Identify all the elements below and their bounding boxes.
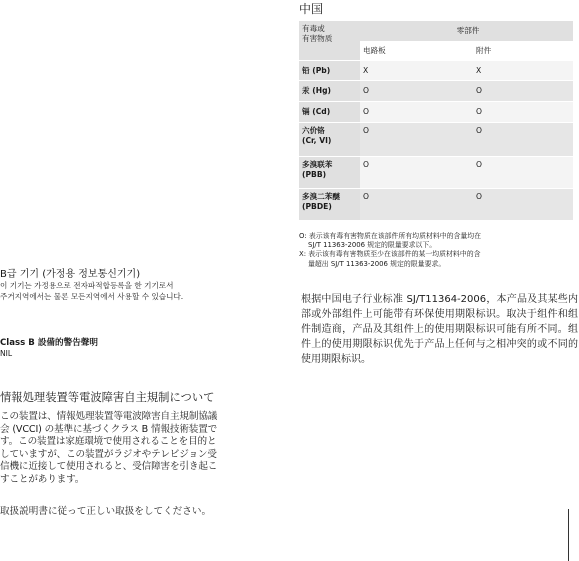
substance-name: 汞 (Hg)	[299, 80, 360, 101]
substance-name: 铅 (Pb)	[299, 60, 360, 80]
rohs-table	[299, 21, 573, 221]
korea-class-b-title: B급 기기 (가정용 정보통신기기)	[0, 269, 141, 280]
table-cell: O	[473, 101, 573, 122]
vcci-line: 信機に近接して使用されると、受信障害を引き起こ	[0, 461, 218, 473]
column-header-accessories: 附件	[473, 41, 573, 60]
legend-x: X: 表示该有毒有害物质至少在该部件的某一均质材料中的含 量超出 SJ/T 11363-2006 规定的限量要求。	[299, 250, 481, 268]
table-cell: O	[473, 156, 573, 188]
vcci-line: この装置は、情報処理装置等電波障害自主規制協議	[0, 411, 218, 422]
vcci-body	[0, 411, 270, 487]
table-cell: O	[360, 188, 473, 220]
table-cell: O	[360, 122, 473, 156]
table-cell: X	[473, 60, 573, 80]
table-cell: O	[360, 80, 473, 101]
substance-column-header	[299, 21, 360, 60]
vcci-line: していますが、この装置がラジオやテレビジョン受	[0, 448, 217, 460]
table-row	[299, 60, 573, 80]
parts-group-header: 零部件	[360, 21, 573, 41]
vcci-title: 情報処理装置等電波障害自主規制について	[0, 391, 215, 404]
taiwan-class-b-body: NIL	[0, 349, 13, 358]
table-row	[299, 156, 573, 188]
table-cell: O	[473, 188, 573, 220]
legend-o: O: 表示该有毒有害物质在该部件所有均质材料中的含量均在 SJ/T 11363-2006 规定的限量要求以下。	[299, 232, 482, 250]
china-efup-paragraph: 根据中国电子行业标准 SJ/T11364-2006，本产品及其某些内部或外部组件上可能带有环保使用期限标识。取决于组件和组件制造商，产品及其组件上的使用期限标识可能有所不同。组件上的使用期限标识优先于产品上任何与之相冲突的或不同的使用期限标识。	[301, 294, 578, 365]
table-cell: O	[360, 156, 473, 188]
table-row	[299, 80, 573, 101]
substance-header-line: 有害物质	[302, 34, 333, 43]
table-cell: O	[360, 101, 473, 122]
table-cell: O	[473, 80, 573, 101]
substance-name: 多溴二苯醚 (PBDE)	[299, 188, 360, 220]
china-title: 中国	[299, 2, 324, 16]
korea-class-b-body	[0, 281, 276, 302]
korea-line: 주거지역에서는 물론 모든지역에서 사용할 수 있습니다.	[0, 291, 184, 301]
vcci-line: す。この装置は家庭環境で使用されることを目的と	[0, 436, 217, 448]
column-header-circuit-board: 电路板	[360, 41, 473, 60]
substance-header-line: 有毒或	[302, 24, 325, 33]
table-row	[299, 122, 573, 156]
substance-name: 镉 (Cd)	[299, 101, 360, 122]
rohs-legend	[299, 232, 571, 269]
table-cell: O	[473, 122, 573, 156]
vcci-note: 取扱説明書に従って正しい取扱をしてください。	[0, 506, 212, 517]
substance-name: 多溴联苯 (PBB)	[299, 156, 360, 188]
taiwan-class-b-title: Class B 設備的警告聲明	[0, 338, 98, 348]
substance-name: 六价铬 (Cr, VI)	[299, 122, 360, 156]
vcci-line: すことがあります。	[0, 473, 85, 485]
table-row	[299, 188, 573, 220]
korea-line: 이 기기는 가정용으로 전자파적합등록을 한 기기로서	[0, 281, 174, 290]
table-cell: X	[360, 60, 473, 80]
table-row	[299, 101, 573, 122]
page-edge-rule	[568, 509, 569, 561]
rohs-header-row	[299, 21, 573, 41]
vcci-line: 会 (VCCI) の基準に基づくクラス B 情報技術装置で	[0, 423, 218, 435]
